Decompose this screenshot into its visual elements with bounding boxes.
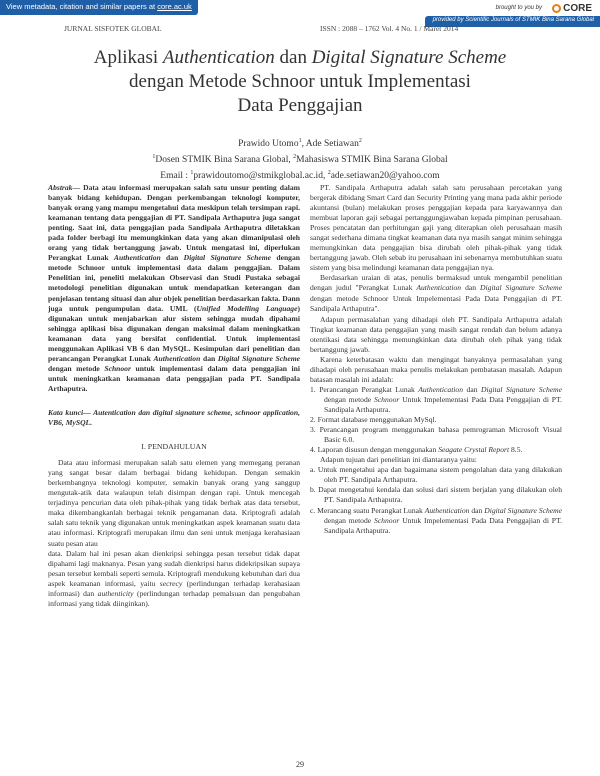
right-paragraph-4: Karena keterbatasan waktu dan mengingat banyaknya permasalahan yang dihadapi oleh perusahaan maka penulis melakukan pembatasan masalah. Adapun batasan masalah ini adalah: — [310, 354, 562, 384]
title-line-2: dengan Metode Schnoor untuk Implementasi — [129, 71, 471, 92]
abstract: Abstrak— Data atau informasi merupakan salah satu unsur penting dalam banyak bidang kehidupan. Dengan perkembangan teknologi komputer, banyak orang yang mampu mengetahui data meskipun telah tersimpan rapi. keamanan tentang data penggajian di PT. Sandipala Arthaputra juga sangat penting. Saat ini, data penggajian pada Sandipala Arthaputra diletakkan pada folder berbagi itu memungkinkan data yang akan dimanipulasi oleh orang yang tidak bertanggung jawab. Untuk mengatasi ini, diperlukan Perangkat Lunak Authentication dan Digital Signature Scheme dengan metode Schnoor untuk implementasi data dalam penggajian. Dalam Penelitian ini, peneliti melakukan Observasi dan Studi Pustaka sebagai metodologi penelitian digunakan untuk mendapatkan keterangan dan penjelasan tentang situasi dan alur objek penelitian berdasarkan fakta. Dann juga untuk pengumpulan data. UML (Unified Modelling Language) digunakan untuk menjabarkan alur sistem sehingga mudah dipahami sehingga aplikasi bisa digunakan dengan maksimal dalam meningkatkan keamanan data yang bersifat confidential. Untuk implementasi menggunakan Aplikasi VB 6 dan MySQL. Kesimpulan dari penelitian dan perancangan Perangkat Lunak Authentication dan Digital Signature Scheme dengan metode Schnoor untuk implementasi dalam data penggajian ini untuk meningkatkan keamanan data penggajian pada PT. Sandipala Arthaputra. — [48, 183, 301, 393]
author-emails: Email : $^1$prawidoutomo@stmikglobal.ac.id, $^2$ade.setiawan20@yahoo.com — [160, 170, 440, 182]
author-block — [40, 135, 560, 183]
list-item: b. Dapat mengetahui kendala dan solusi dari sistem berjalan yang dilakukan oleh PT. Sandipala Arthaputra. — [310, 485, 562, 505]
core-link[interactable]: core.ac.uk — [157, 2, 192, 11]
core-logo-icon — [552, 4, 561, 13]
list-item: a. Untuk mengetahui apa dan bagaimana sistem pengolahan data yang dilakukan oleh PT. Sandipala Arthaputra. — [310, 465, 562, 485]
right-paragraph-5: Adapun tujuan dari penelitian ini diantaranya yaitu: — [320, 455, 477, 465]
section-heading-pendahuluan: I. PENDAHULUAN — [141, 442, 207, 452]
list-item: c. Merancang suatu Perangkat Lunak Authentication dan Digital Signature Scheme dengan metode Schnoor Untuk Impelementasi Pada Data Penggajian di PT. Sandipala Arthaputra. — [310, 505, 563, 535]
right-paragraph-1: PT. Sandipala Arthaputra adalah salah satu perusahaan percetakan yang bergerak dibidang Smart Card dan Security Printing yang mana pada akhir periode akuntansi (bulan) melakukan proses penggajian kepada para karyawannya dan membuat laporan gaji sebagai pertanggungjawaban kepada pimpinan perusahaan. Proses pencatatan dan perhitungan gaji yang diterapkan oleh perusahaan masih sangat sederhana dimana tingkat keamanan data nya masih sangat minim sehingga memungkinkan data penggajian bisa dirubah oleh pihak-pihak yang tidak bertanggung jawab. Oleh sebab itu perusahaan ini sebenarnya membutuhkan suatu sistem yang bisa melindungi keamanan data penggajian nya. — [310, 183, 562, 273]
journal-issn: ISSN : 2088 – 1762 Vol. 4 No. 1 / Maret 2014 — [320, 24, 459, 33]
title-line-3: Data Penggajian — [237, 95, 363, 116]
right-paragraph-2: Berdasarkan uraian di atas, penulis bermaksud untuk mengambil penelitian dengan judul "Perangkat Lunak Authentication dan Digital Signature Scheme dengan metode Schnoor Untuk Impelementasi Pada Data Penggajian di PT. Sandipala Arthaputra". — [310, 273, 562, 313]
right-paragraph-3: Adapun permasalahan yang dihadapi oleh PT. Sandipala Arthaputra adalah Tingkat keamanan data penggajian yang masih sangat rendah dan belum adanya otentikasi data sehingga memungkinkan data dirubah oleh pihak yang tidak bertanggung jawab. — [310, 314, 562, 354]
author-affiliations: $^1$Dosen STMIK Bina Sarana Global, $^2$Mahasiswa STMIK Bina Sarana Global — [152, 154, 448, 166]
author-names: Prawido Utomo$^1$, Ade Setiawan$^2$ — [238, 138, 362, 150]
core-logo[interactable] — [552, 2, 592, 14]
paper-title — [40, 46, 560, 118]
right-column — [310, 183, 562, 536]
view-metadata-banner[interactable] — [0, 0, 198, 15]
list-item: 4. Laporan disusun dengan menggunakan Seagate Crystal Report 8.5. — [310, 445, 523, 455]
intro-paragraph-1: Data atau informasi merupakan salah satu elemen yang memegang peranan yang sangat besar dalam berbagai bidang kehidupan. Dengan semakin berkembangnya teknologi komputer, semakin banyak orang yang sanggup mengutak-atik data walaupun telah disimpan dengan rapi. Untuk mencegah terjadinya pencurian data oleh pihak-pihak yang tidak berhak atas data tersebut, maka dikembangkanlah berbagai teknik pengamanan data. Kriptografi adalah salah satu teknik yang digunakan untuk meningkatkan aspek keamanan suatu data atau informasi. Kriptografi merupakan ilmu dan seni untuk menjaga kerahasiaan suatu pesan atau — [48, 458, 300, 548]
left-column — [48, 183, 300, 609]
list-item: 1. Perancangan Perangkat Lunak Authentication dan Digital Signature Scheme dengan metode Schnoor Untuk Impelementasi Pada Data Penggajian di PT. Sandipala Arthaputra. — [310, 384, 563, 415]
provided-by-banner[interactable]: provided by Scientific Journals of STMIK Bina Sarana Global — [425, 16, 600, 27]
list-item: 3. Perancangan program menggunakan bahasa pemrograman Microsoft Visual Basic 6.0. — [310, 425, 562, 445]
view-metadata-text: View metadata, citation and similar papers at — [6, 2, 156, 11]
keywords: Kata kunci— Autentication dan digital signature scheme, schnoor application, VB6, MySQL. — [48, 407, 300, 428]
title-line-1: Aplikasi Authentication dan Digital Signature Scheme — [93, 47, 507, 68]
page-number: 29 — [296, 760, 304, 769]
brought-to-you-text: brought to you by — [495, 5, 542, 11]
list-item: 2. Format database menggunakan MySql. — [310, 415, 437, 425]
journal-name: JURNAL SISFOTEK GLOBAL — [64, 24, 162, 33]
intro-paragraph-2: data. Dalam hal ini pesan akan dienkripsi sehingga pesan tersebut tidak dapat dipahami lagi maknanya. Pesan yang sudah dienkripsi harus didekripsikan supaya pesan tersebut kembali seperti semula. Kriptografi mendukung kebutuhan dari dua aspek keamanan informasi, yaitu secrecy (perlindungan terhadap kerahasiaan informasi) dan authenticity (perlindungan terhadap pemalsuan dan pengubahan informasi yang tidak diinginkan). — [48, 548, 300, 608]
core-logo-text: CORE — [563, 2, 592, 14]
